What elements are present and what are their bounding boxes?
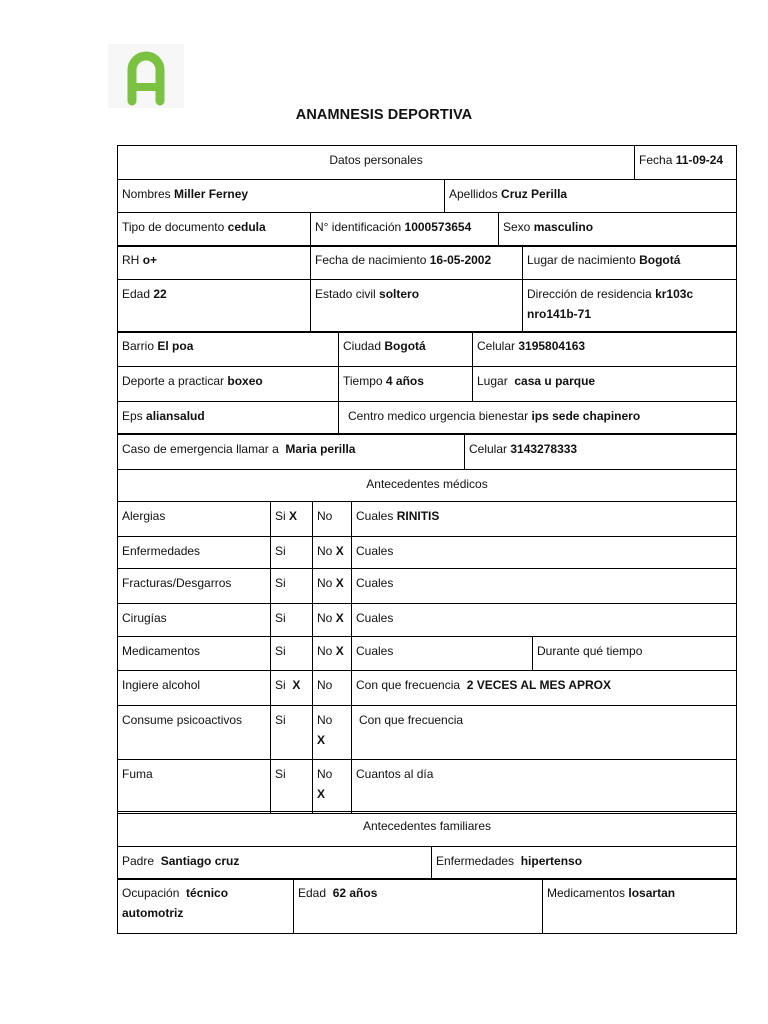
table-row bbox=[118, 637, 737, 671]
estado-civil-cell: Estado civil soltero bbox=[311, 280, 523, 333]
personal-header-table bbox=[117, 145, 737, 213]
alcohol-label: Ingiere alcohol bbox=[118, 671, 271, 706]
psicoactivos-label: Consume psicoactivos bbox=[118, 706, 271, 760]
fracturas-cuales: Cuales bbox=[352, 569, 737, 604]
alergias-no: No bbox=[313, 502, 352, 537]
tipo-documento-cell: Tipo de documento cedula bbox=[118, 213, 311, 247]
ocupacion-cell: Ocupación técnico automotriz bbox=[118, 879, 294, 934]
lugar-cell: Lugar casa u parque bbox=[473, 367, 737, 402]
section-antecedentes-familiares: Antecedentes familiares bbox=[118, 812, 737, 847]
residencia-table bbox=[117, 331, 737, 434]
psicoactivos-no: No X bbox=[313, 706, 352, 760]
edad-cell: Edad 22 bbox=[118, 280, 311, 333]
nombres-cell: Nombres Miller Ferney bbox=[118, 180, 445, 213]
cirugias-si: Si bbox=[271, 604, 313, 637]
ocupacion-table bbox=[117, 878, 737, 934]
barrio-cell: Barrio El poa bbox=[118, 332, 339, 367]
fuma-cuantos: Cuantos al día bbox=[352, 760, 737, 814]
enfermedades-label: Enfermedades bbox=[118, 537, 271, 569]
deporte-cell: Deporte a practicar boxeo bbox=[118, 367, 339, 402]
emergencia-celular-cell: Celular 3143278333 bbox=[465, 435, 737, 470]
alergias-label: Alergias bbox=[118, 502, 271, 537]
medicamentos-no: No X bbox=[313, 637, 352, 671]
table-row bbox=[118, 537, 737, 569]
fracturas-no: No X bbox=[313, 569, 352, 604]
rh-cell: RH o+ bbox=[118, 246, 311, 280]
table-row bbox=[118, 706, 737, 760]
alergias-si: Si X bbox=[271, 502, 313, 537]
tiempo-cell: Tiempo 4 años bbox=[339, 367, 473, 402]
documento-table bbox=[117, 212, 737, 247]
enfermedades-si: Si bbox=[271, 537, 313, 569]
medicamentos-label: Medicamentos bbox=[118, 637, 271, 671]
eps-cell: Eps aliansalud bbox=[118, 402, 339, 434]
sexo-cell: Sexo masculino bbox=[499, 213, 737, 247]
alergias-cuales: Cuales RINITIS bbox=[352, 502, 737, 537]
fuma-label: Fuma bbox=[118, 760, 271, 814]
cirugias-cuales: Cuales bbox=[352, 604, 737, 637]
fuma-no: No X bbox=[313, 760, 352, 814]
antecedentes-familiares-table bbox=[117, 811, 737, 880]
edad-familiar-cell: Edad 62 años bbox=[294, 879, 543, 934]
alcohol-no: No bbox=[313, 671, 352, 706]
page-title: ANAMNESIS DEPORTIVA bbox=[295, 107, 473, 123]
ciudad-cell: Ciudad Bogotá bbox=[339, 332, 473, 367]
nacimiento-table bbox=[117, 245, 737, 333]
section-antecedentes-medicos: Antecedentes médicos bbox=[118, 470, 737, 502]
table-row bbox=[118, 671, 737, 706]
cirugias-label: Cirugías bbox=[118, 604, 271, 637]
padre-cell: Padre Santiago cruz bbox=[118, 847, 432, 880]
medicamentos-si: Si bbox=[271, 637, 313, 671]
cirugias-no: No X bbox=[313, 604, 352, 637]
psicoactivos-frecuencia: Con que frecuencia bbox=[352, 706, 737, 760]
emergencia-table bbox=[117, 434, 737, 470]
enfermedades-no: No X bbox=[313, 537, 352, 569]
centro-medico-cell: Centro medico urgencia bienestar ips sede chapinero bbox=[339, 402, 737, 434]
medicamentos-durante: Durante qué tiempo bbox=[533, 637, 737, 671]
emergencia-cell: Caso de emergencia llamar a Maria perilla bbox=[118, 435, 465, 470]
fecha-nacimiento-cell: Fecha de nacimiento 16-05-2002 bbox=[311, 246, 523, 280]
table-row bbox=[118, 502, 737, 537]
section-datos-personales: Datos personales bbox=[118, 146, 635, 180]
enfermedades-familiares-cell: Enfermedades hipertenso bbox=[432, 847, 737, 880]
alcohol-si: Si X bbox=[271, 671, 313, 706]
table-row bbox=[118, 760, 737, 814]
identificacion-cell: N° identificación 1000573654 bbox=[311, 213, 499, 247]
fracturas-si: Si bbox=[271, 569, 313, 604]
table-row bbox=[118, 604, 737, 637]
celular-cell: Celular 3195804163 bbox=[473, 332, 737, 367]
antecedentes-medicos-table bbox=[117, 469, 737, 814]
apellidos-cell: Apellidos Cruz Perilla bbox=[445, 180, 737, 213]
table-row bbox=[118, 569, 737, 604]
medicamentos-familiar-cell: Medicamentos losartan bbox=[543, 879, 737, 934]
fracturas-label: Fracturas/Desgarros bbox=[118, 569, 271, 604]
direccion-cell: Dirección de residencia kr103c nro141b-71 bbox=[523, 280, 737, 333]
fecha-cell: Fecha 11-09-24 bbox=[635, 146, 737, 180]
enfermedades-cuales: Cuales bbox=[352, 537, 737, 569]
psicoactivos-si: Si bbox=[271, 706, 313, 760]
fuma-si: Si bbox=[271, 760, 313, 814]
alcohol-frecuencia: Con que frecuencia 2 VECES AL MES APROX bbox=[352, 671, 737, 706]
logo bbox=[108, 44, 184, 108]
logo-mark-icon bbox=[108, 44, 184, 108]
lugar-nacimiento-cell: Lugar de nacimiento Bogotá bbox=[523, 246, 737, 280]
medicamentos-cuales: Cuales bbox=[352, 637, 533, 671]
